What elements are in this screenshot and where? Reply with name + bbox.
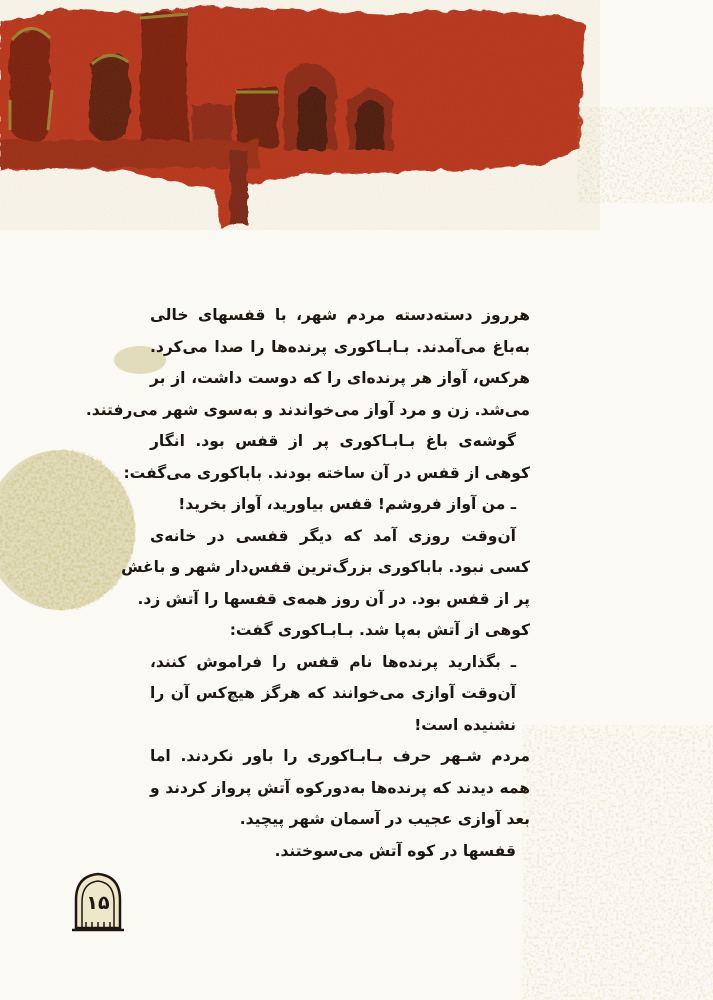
paragraph — [123, 426, 530, 521]
story-text — [85, 300, 530, 867]
text-line: بعد آوازی عجیب در آسمان شهر پیچید. — [239, 810, 530, 828]
text-line: مردم شـهر حرف بـابـاکوری را باور نکردند. اما — [150, 747, 530, 765]
text-line: آن‌وقت روزی آمد که دیگر قفسی در خانه‌ی — [150, 526, 516, 545]
page-number: ۱۵ — [86, 892, 110, 914]
city-wall-illustration — [0, 0, 600, 230]
text-line: هرکس، آواز هر پرنده‌ای را که دوست داشت، از بر — [150, 369, 530, 387]
text-line: کوهی از قفس در آن ساخته بودند. باباکوری می‌گفت: — [123, 463, 530, 482]
text-line: پر از قفس بود. در آن روز همه‌ی قفسها را آتش زد. — [137, 589, 530, 608]
text-line: کوهی از آتش به‌پا شد. بـابـاکوری گفت: — [229, 621, 530, 639]
text-line: همه دیدند که پرنده‌ها به‌دورکوه آتش پرواز کردند و — [150, 778, 530, 797]
paragraph — [121, 521, 530, 742]
dialogue-line: آن‌وقت آوازی می‌خوانند که هرگز هیچ‌کس آن را — [150, 684, 516, 702]
page-number-badge — [68, 870, 128, 934]
texture-blot-right-top — [590, 115, 713, 195]
dialogue-line: نشنیده است! — [414, 715, 516, 734]
paragraph — [85, 300, 530, 426]
text-line: می‌شد. زن و مرد آواز می‌خواندند و به‌سوی شهر می‌رفتند. — [85, 400, 530, 419]
dialogue-line: ـ من آواز فروشم! قفس بیاورید، آواز بخرید! — [178, 495, 516, 513]
texture-blot-right-bottom — [540, 750, 713, 1000]
text-line: گوشه‌ی باغ بـابـاکوری پر از قفس بود. انگار — [150, 432, 516, 450]
text-line: به‌باغ می‌آمدند. بـابـاکوری پرنده‌ها را صدا می‌کرد. — [150, 337, 530, 356]
text-line: قفسها در کوه آتش می‌سوختند. — [274, 841, 516, 860]
paragraph — [150, 741, 530, 867]
text-line: کسی نبود. باباکوری بزرگ‌ترین قفس‌دار شهر و باغش — [121, 558, 530, 576]
text-line: هرروز دسته‌دسته مردم شهر، با قفسهای خالی — [150, 306, 530, 324]
dialogue-line: ـ بگذارید پرنده‌ها نام قفس را فراموش کنند، — [150, 652, 516, 671]
